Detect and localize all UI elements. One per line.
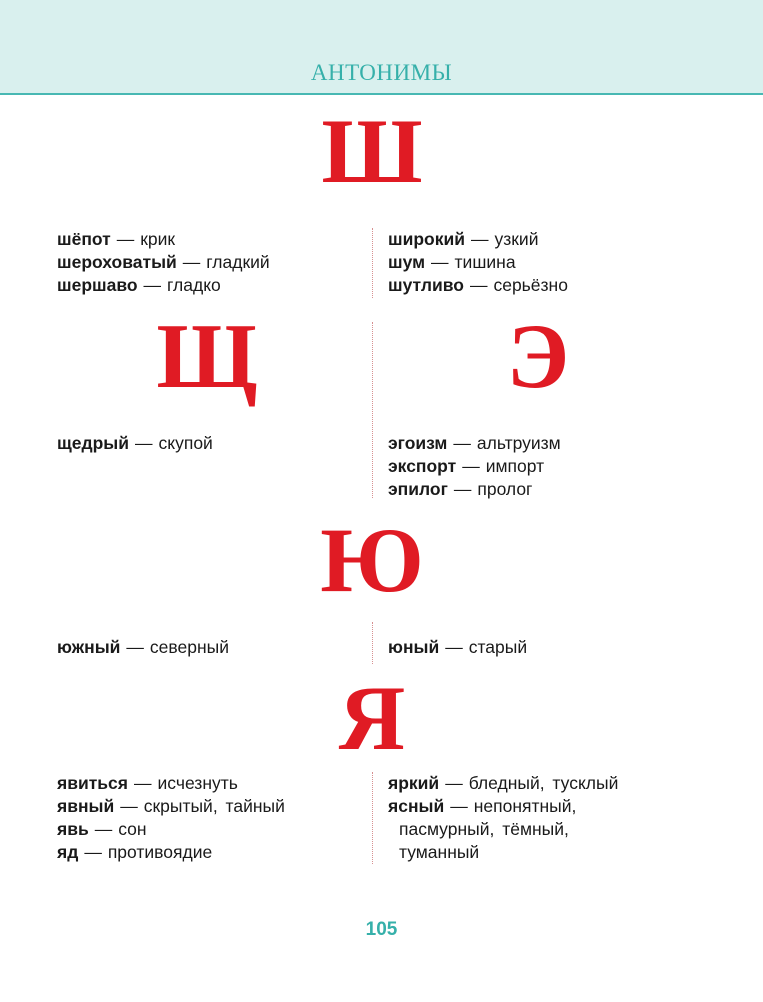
headword: широкий xyxy=(388,229,465,249)
dash-separator: — xyxy=(445,637,463,657)
antonym: исчезнуть xyxy=(157,773,238,793)
antonym: скупой xyxy=(158,433,213,453)
headword: южный xyxy=(57,637,121,657)
antonym-pair xyxy=(388,636,527,659)
dash-separator: — xyxy=(84,842,102,862)
antonym: гладкий xyxy=(206,252,270,272)
headword: явиться xyxy=(57,773,128,793)
antonym: непонятный, xyxy=(473,796,577,816)
headword: экспорт xyxy=(388,456,457,476)
dash-separator: — xyxy=(120,796,138,816)
antonym-pair xyxy=(57,636,229,659)
dash-separator: — xyxy=(431,252,449,272)
antonym-list-sha-right xyxy=(388,228,568,297)
dash-separator: — xyxy=(135,433,153,453)
antonym-pair xyxy=(388,455,561,478)
headword: шершаво xyxy=(57,275,138,295)
antonym-list-e-right xyxy=(388,432,561,501)
dash-separator: — xyxy=(462,456,480,476)
headword: эгоизм xyxy=(388,433,448,453)
antonym: крик xyxy=(140,229,176,249)
antonym: бледный, тусклый xyxy=(468,773,619,793)
dash-separator: — xyxy=(182,252,201,272)
headword: ясный xyxy=(388,796,445,816)
headword: юный xyxy=(388,637,440,657)
headword: шутливо xyxy=(388,275,464,295)
dash-separator: — xyxy=(450,796,468,816)
dash-separator: — xyxy=(445,773,463,793)
dash-separator: — xyxy=(453,479,472,499)
dash-separator: — xyxy=(469,275,488,295)
antonym: импорт xyxy=(485,456,545,476)
headword: щедрый xyxy=(57,433,129,453)
antonym-pair xyxy=(57,274,270,297)
antonym-list-ya-right xyxy=(388,772,618,864)
antonym: противоядие xyxy=(107,842,213,862)
antonym: сон xyxy=(118,819,147,839)
dash-separator: — xyxy=(116,229,135,249)
headword: яркий xyxy=(388,773,440,793)
antonym-pair xyxy=(388,772,618,795)
antonym: старый xyxy=(468,637,528,657)
headword: эпилог xyxy=(388,479,448,499)
dash-separator: — xyxy=(143,275,162,295)
antonym-list-yu-right xyxy=(388,636,527,659)
antonym-pair xyxy=(57,818,285,841)
antonym-pair xyxy=(57,251,270,274)
antonym: альтруизм xyxy=(476,433,561,453)
antonym-pair xyxy=(57,795,285,818)
antonym-pair xyxy=(57,841,285,864)
antonym: пролог xyxy=(477,479,533,499)
antonym-pair xyxy=(388,432,561,455)
dash-separator: — xyxy=(453,433,471,453)
antonym: скрытый, тайный xyxy=(143,796,285,816)
antonym-list-yu-left xyxy=(57,636,229,659)
antonym-continuation: туманный xyxy=(399,842,480,862)
antonym-pair xyxy=(57,772,285,795)
headword: шум xyxy=(388,252,426,272)
antonym-list-shcha-left xyxy=(57,432,213,455)
letter-heading-sha: Ш xyxy=(321,100,423,202)
antonym-continuation: пасмурный, тёмный, xyxy=(399,819,569,839)
antonym-pair xyxy=(388,228,568,251)
antonym: узкий xyxy=(494,229,539,249)
column-divider xyxy=(372,228,373,298)
antonym: северный xyxy=(149,637,229,657)
antonym-list-ya-left xyxy=(57,772,285,864)
headword: яд xyxy=(57,842,79,862)
antonym-pair xyxy=(57,228,270,251)
dash-separator: — xyxy=(94,819,113,839)
headword: шероховатый xyxy=(57,252,177,272)
antonym: серьёзно xyxy=(493,275,568,295)
page-number: 105 xyxy=(365,919,398,940)
antonym: тишина xyxy=(454,252,516,272)
antonym-pair xyxy=(57,432,213,455)
antonym: гладко xyxy=(167,275,221,295)
letter-heading-shcha: Щ xyxy=(156,305,258,407)
antonym-pair xyxy=(388,478,561,501)
headword: шёпот xyxy=(57,229,111,249)
column-divider xyxy=(372,622,373,664)
antonym-pair xyxy=(388,251,568,274)
antonym-pair xyxy=(388,795,618,818)
antonym-list-sha-left xyxy=(57,228,270,297)
headword: явь xyxy=(57,819,89,839)
letter-heading-e: Э xyxy=(506,305,570,407)
headword: явный xyxy=(57,796,115,816)
column-divider xyxy=(372,772,373,864)
letter-heading-ya: Я xyxy=(338,667,406,769)
dash-separator: — xyxy=(134,773,152,793)
column-divider xyxy=(372,322,373,498)
page-header-title: АНТОНИМЫ xyxy=(310,60,453,85)
letter-heading-yu: Ю xyxy=(320,509,424,611)
antonym-pair xyxy=(388,274,568,297)
dash-separator: — xyxy=(471,229,489,249)
dash-separator: — xyxy=(126,637,144,657)
